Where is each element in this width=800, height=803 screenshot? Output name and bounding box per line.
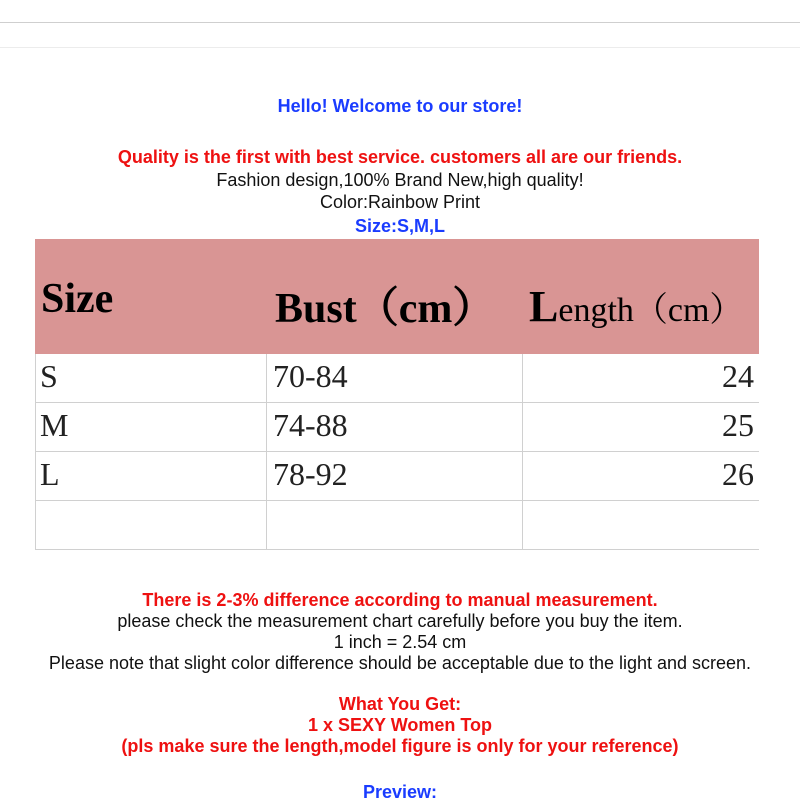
header-bust: Bust（cm） — [275, 286, 495, 332]
cell-size: L — [40, 456, 60, 492]
table-row — [35, 501, 759, 550]
cell-length: 25 — [722, 407, 754, 443]
header-length-rest: ength（cm） — [558, 292, 744, 329]
fashion-text: Fashion design,100% Brand New,high quality! — [216, 170, 584, 190]
cell-size: M — [40, 407, 69, 443]
size-chart-header — [35, 239, 759, 354]
package-disclaimer: (pls make sure the length,model figure is only for your reference) — [121, 736, 679, 756]
cell-bust: 70-84 — [273, 358, 348, 394]
header-length — [529, 281, 743, 332]
top-divider — [0, 22, 800, 23]
preview-heading: Preview: — [362, 782, 438, 802]
check-note: please check the measurement chart carefully before you buy the item. — [117, 611, 683, 631]
cell-bust: 78-92 — [273, 456, 348, 492]
cell-length: 26 — [722, 456, 754, 492]
sizes-text: Size:S,M,L — [354, 216, 445, 236]
table-column-divider — [522, 354, 523, 549]
color-text: Color:Rainbow Print — [319, 192, 481, 212]
header-length-initial: L — [529, 282, 559, 331]
cell-bust: 74-88 — [273, 407, 348, 443]
table-column-divider — [266, 354, 267, 549]
color-difference-note: Please note that slight color difference should be acceptable due to the light and screen. — [48, 653, 752, 673]
inch-conversion: 1 inch = 2.54 cm — [333, 632, 467, 652]
cell-length: 24 — [722, 358, 754, 394]
size-chart-table — [35, 239, 759, 549]
difference-note: There is 2-3% difference according to manual measurement. — [142, 590, 658, 610]
table-row — [35, 403, 759, 452]
welcome-text: Hello! Welcome to our store! — [277, 96, 523, 116]
table-row — [35, 452, 759, 501]
cell-size: S — [40, 358, 58, 394]
table-border-left — [35, 354, 36, 549]
package-item: 1 x SEXY Women Top — [307, 715, 493, 735]
header-size: Size — [41, 276, 114, 322]
what-you-get-title: What You Get: — [338, 694, 462, 714]
table-row — [35, 354, 759, 403]
quality-text: Quality is the first with best service. customers all are our friends. — [117, 147, 683, 167]
top-divider-light — [0, 47, 800, 48]
